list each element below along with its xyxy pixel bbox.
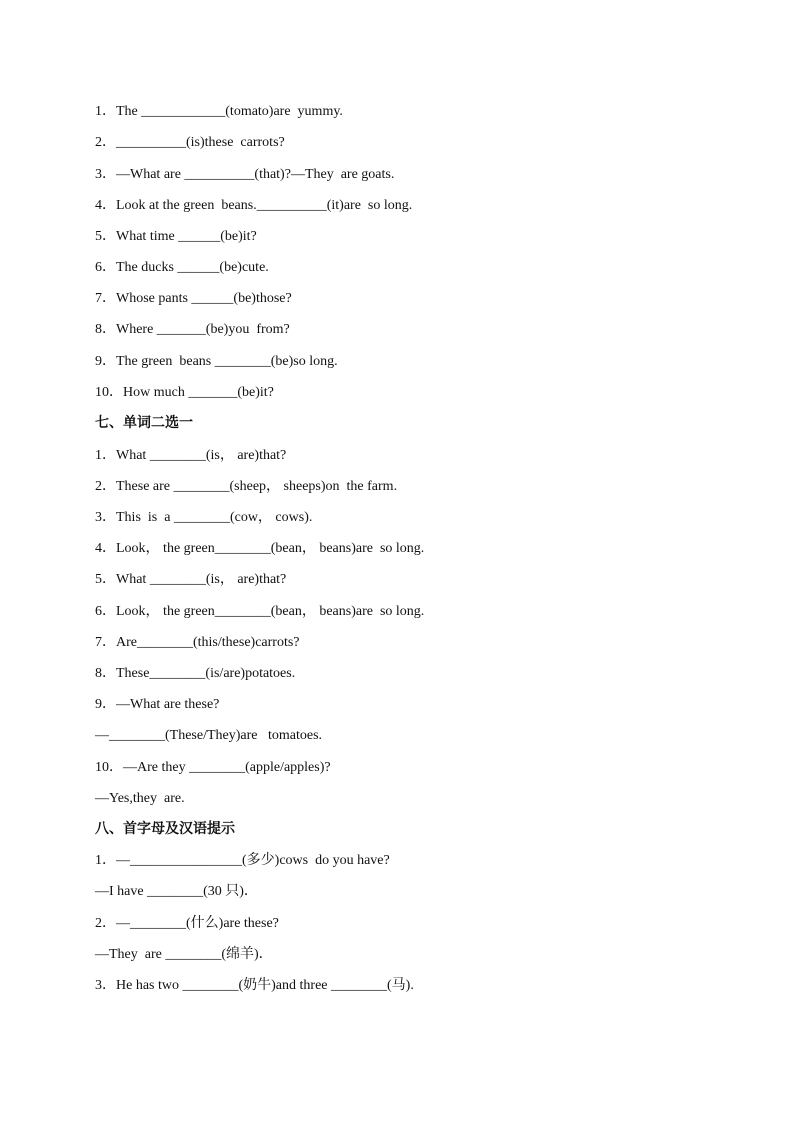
exercise-item: 6．The ducks ______(be)cute. [95, 260, 269, 275]
section-heading: 八、首字母及汉语提示 [95, 821, 235, 837]
exercise-item: 1．What ________(is， are)that? [95, 448, 287, 463]
exercise-item: —Yes,they are. [95, 791, 185, 806]
exercise-item: —________(These/They)are tomatoes. [95, 728, 323, 743]
exercise-item: 4．Look at the green beans.__________(it)are so long. [95, 198, 413, 213]
exercise-item: 1．—________________(多少)cows do you have? [95, 853, 390, 868]
exercise-item: —I have ________(30 只)． [95, 884, 258, 899]
exercise-item: 5．What ________(is， are)that? [95, 572, 287, 587]
exercise-item: 7．Whose pants ______(be)those? [95, 291, 292, 306]
exercise-item: 10．How much _______(be)it? [95, 385, 274, 400]
exercise-item: 2．These are ________(sheep， sheeps)on the farm. [95, 479, 398, 494]
exercise-item: 2．__________(is)these carrots? [95, 135, 285, 150]
exercise-item: 3．This is a ________(cow， cows). [95, 510, 313, 525]
section-heading: 七、单词二选一 [95, 415, 193, 431]
exercise-item: 8．Where _______(be)you from? [95, 322, 290, 337]
exercise-item: 6．Look， the green________(bean， beans)are so long. [95, 604, 425, 619]
exercise-item: 9．—What are these? [95, 697, 220, 712]
exercise-item: 10．—Are they ________(apple/apples)? [95, 760, 331, 775]
exercise-item: 1．The ____________(tomato)are yummy. [95, 104, 343, 119]
exercise-item: —They are ________(绵羊)． [95, 947, 273, 962]
exercise-item: 3．—What are __________(that)?—They are goats. [95, 167, 395, 182]
exercise-item: 9．The green beans ________(be)so long. [95, 354, 338, 369]
exercise-item: 4．Look， the green________(bean， beans)are so long. [95, 541, 425, 556]
exercise-item: 7．Are________(this/these)carrots? [95, 635, 300, 650]
exercise-item: 5．What time ______(be)it? [95, 229, 257, 244]
exercise-item: 2．—________(什么)are these? [95, 916, 279, 931]
exercise-item: 3．He has two ________(奶牛)and three ________(马). [95, 978, 414, 993]
exercise-item: 8．These________(is/are)potatoes. [95, 666, 296, 681]
